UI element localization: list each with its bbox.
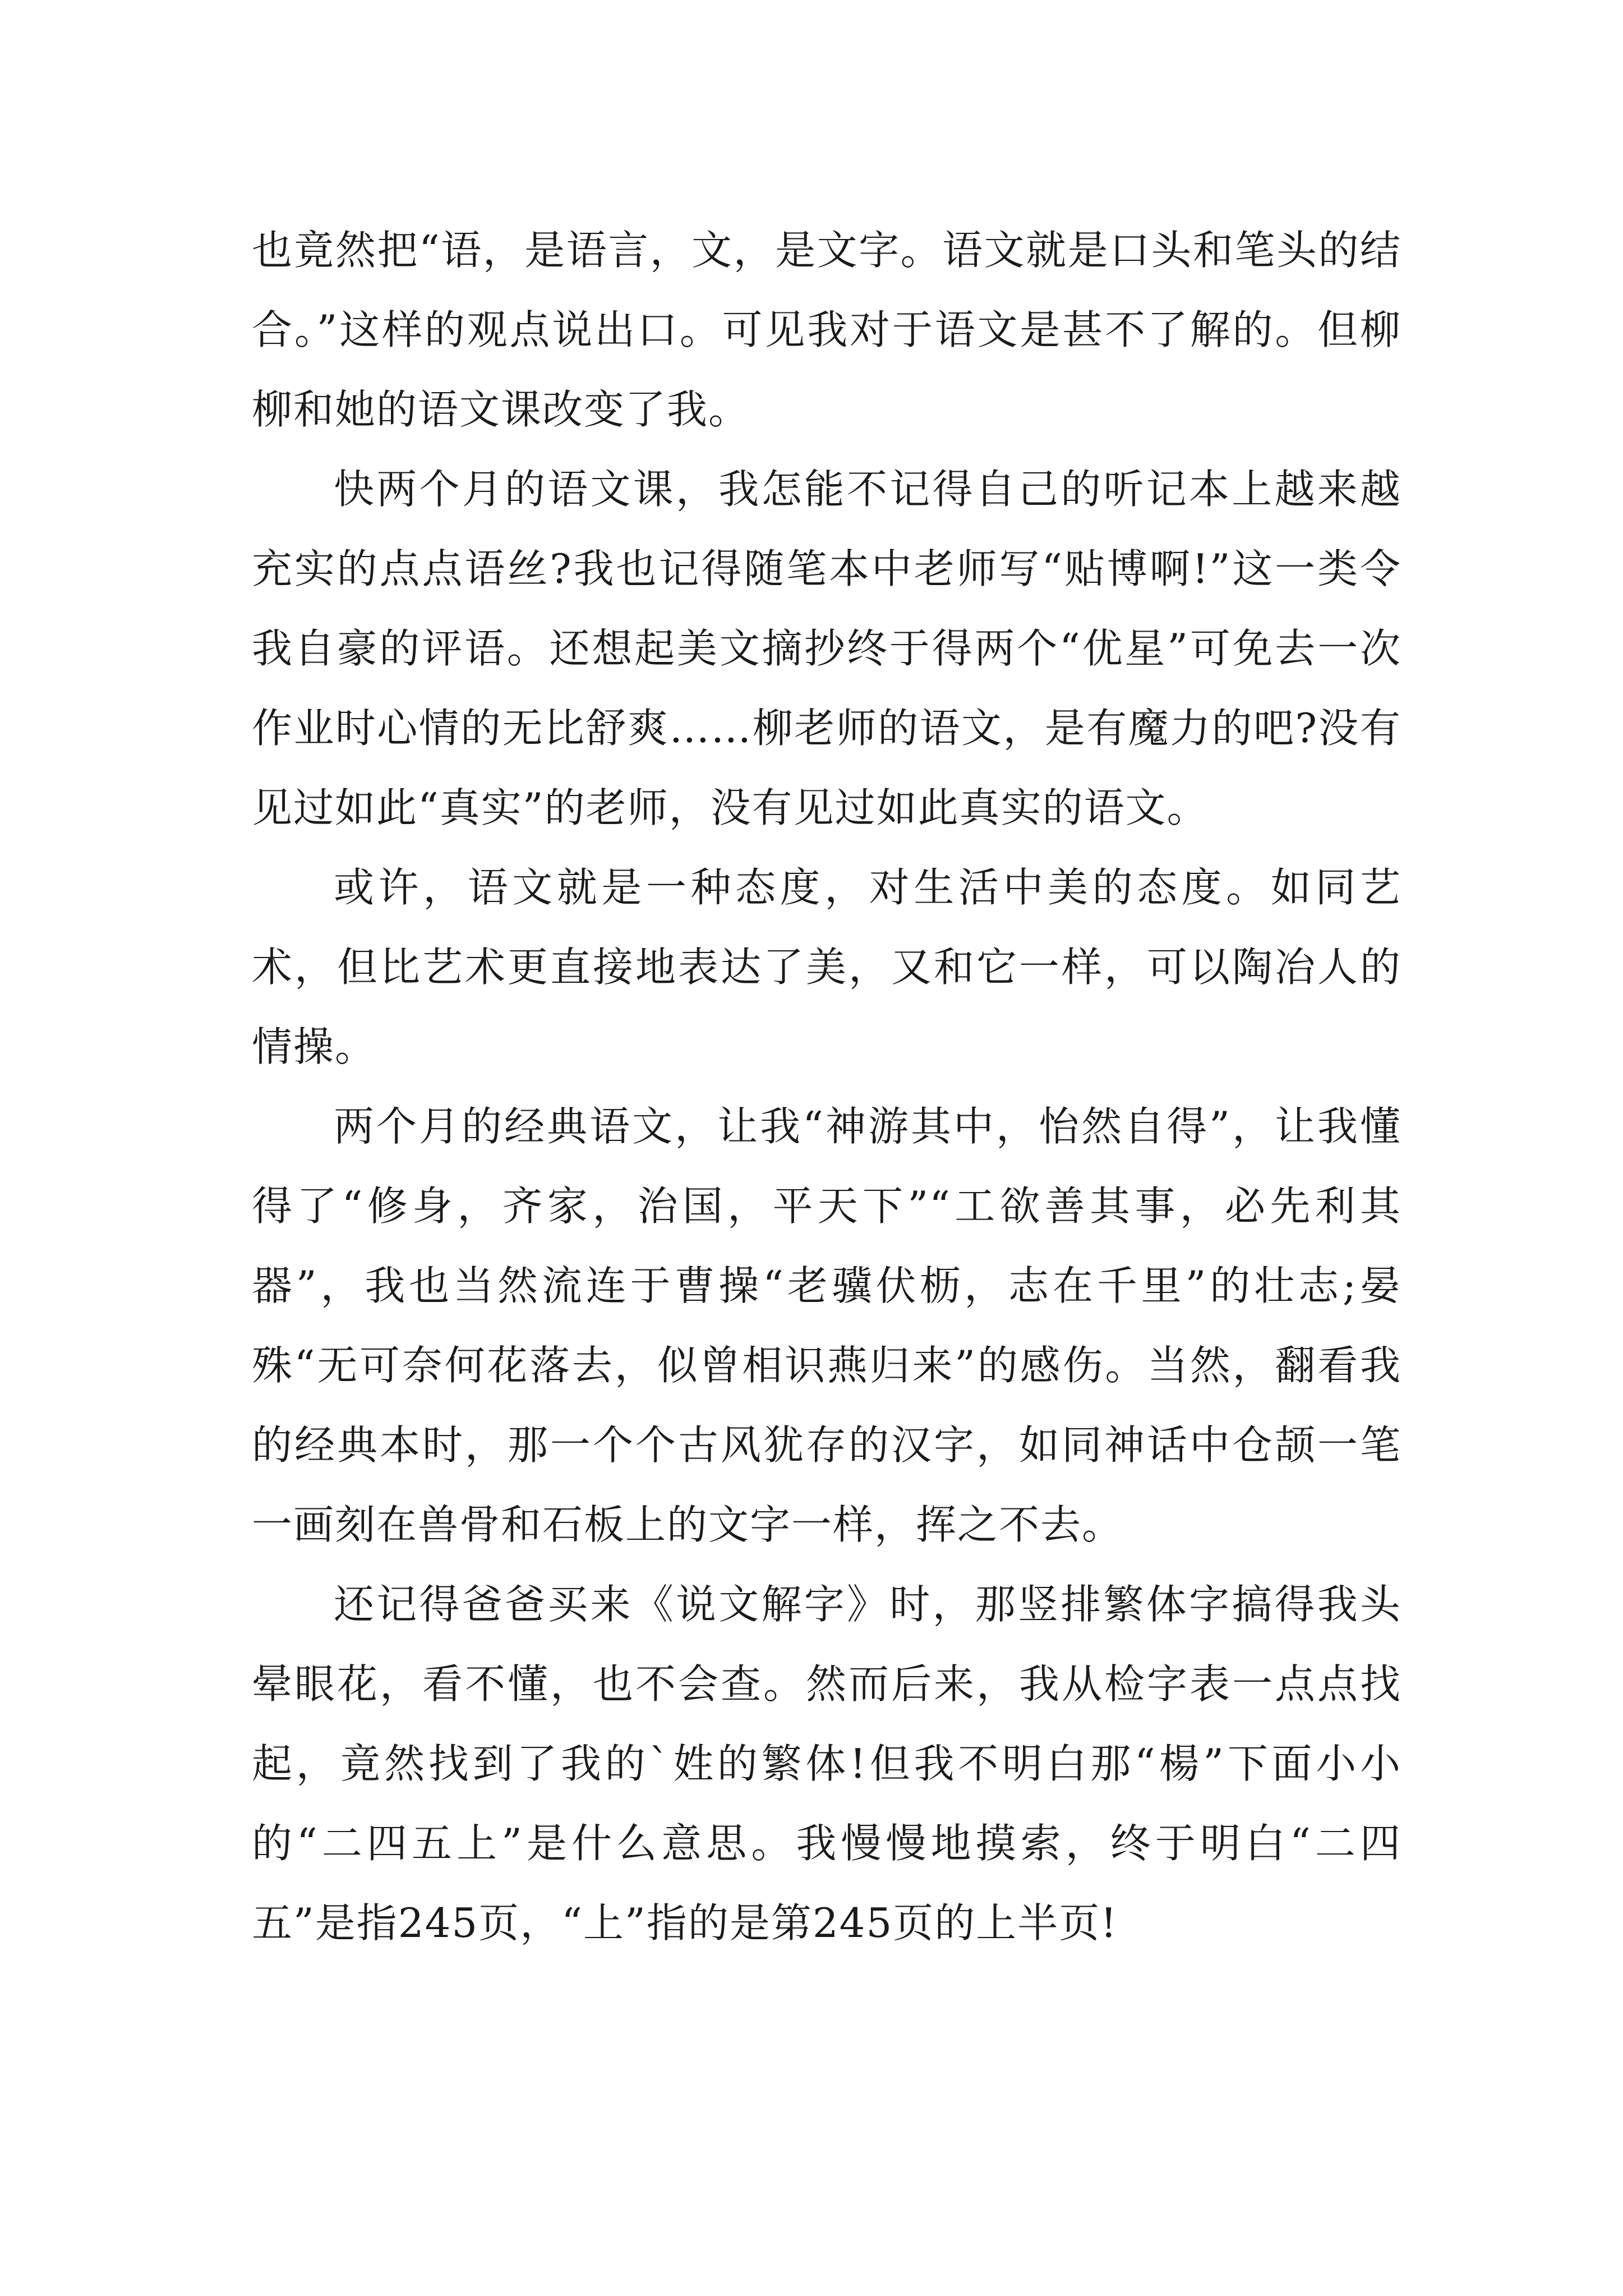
document-body — [252, 210, 1401, 1963]
paragraph: 快两个月的语文课，我怎能不记得自己的听记本上越来越充实的点点语丝?我也记得随笔本中老师写“贴博啊!”这一类令我自豪的评语。还想起美文摘抄终于得两个“优星”可免去一次作业时心情的无比舒爽……柳老师的语文，是有魔力的吧?没有见过如此“真实”的老师，没有见过如此真实的语文。 — [252, 466, 1401, 831]
paragraph: 还记得爸爸买来《说文解字》时，那竖排繁体字搞得我头晕眼花，看不懂，也不会查。然而后来，我从检字表一点点找起，竟然找到了我的`姓的繁体!但我不明白那“楊”下面小小的“二四五上”是什么意思。我慢慢地摸索，终于明白“二四五”是指245页，“上”指的是第245页的上半页! — [252, 1581, 1401, 1947]
paragraph: 也竟然把“语，是语言，文，是文字。语文就是口头和笔头的结合。”这样的观点说出口。可见我对于语文是甚不了解的。但柳柳和她的语文课改变了我。 — [252, 227, 1401, 433]
paragraph: 两个月的经典语文，让我“神游其中，怡然自得”，让我懂得了“修身，齐家，治国，平天下”“工欲善其事，必先利其器”，我也当然流连于曹操“老骥伏枥，志在千里”的壮志;晏殊“无可奈何花落去，似曾相识燕归来”的感伤。当然，翻看我的经典本时，那一个个古风犹存的汉字，如同神话中仓颉一笔一画刻在兽骨和石板上的文字一样，挥之不去。 — [252, 1103, 1401, 1548]
paragraph: 或许，语文就是一种态度，对生活中美的态度。如同艺术，但比艺术更直接地表达了美，又和它一样，可以陶冶人的情操。 — [252, 864, 1401, 1070]
